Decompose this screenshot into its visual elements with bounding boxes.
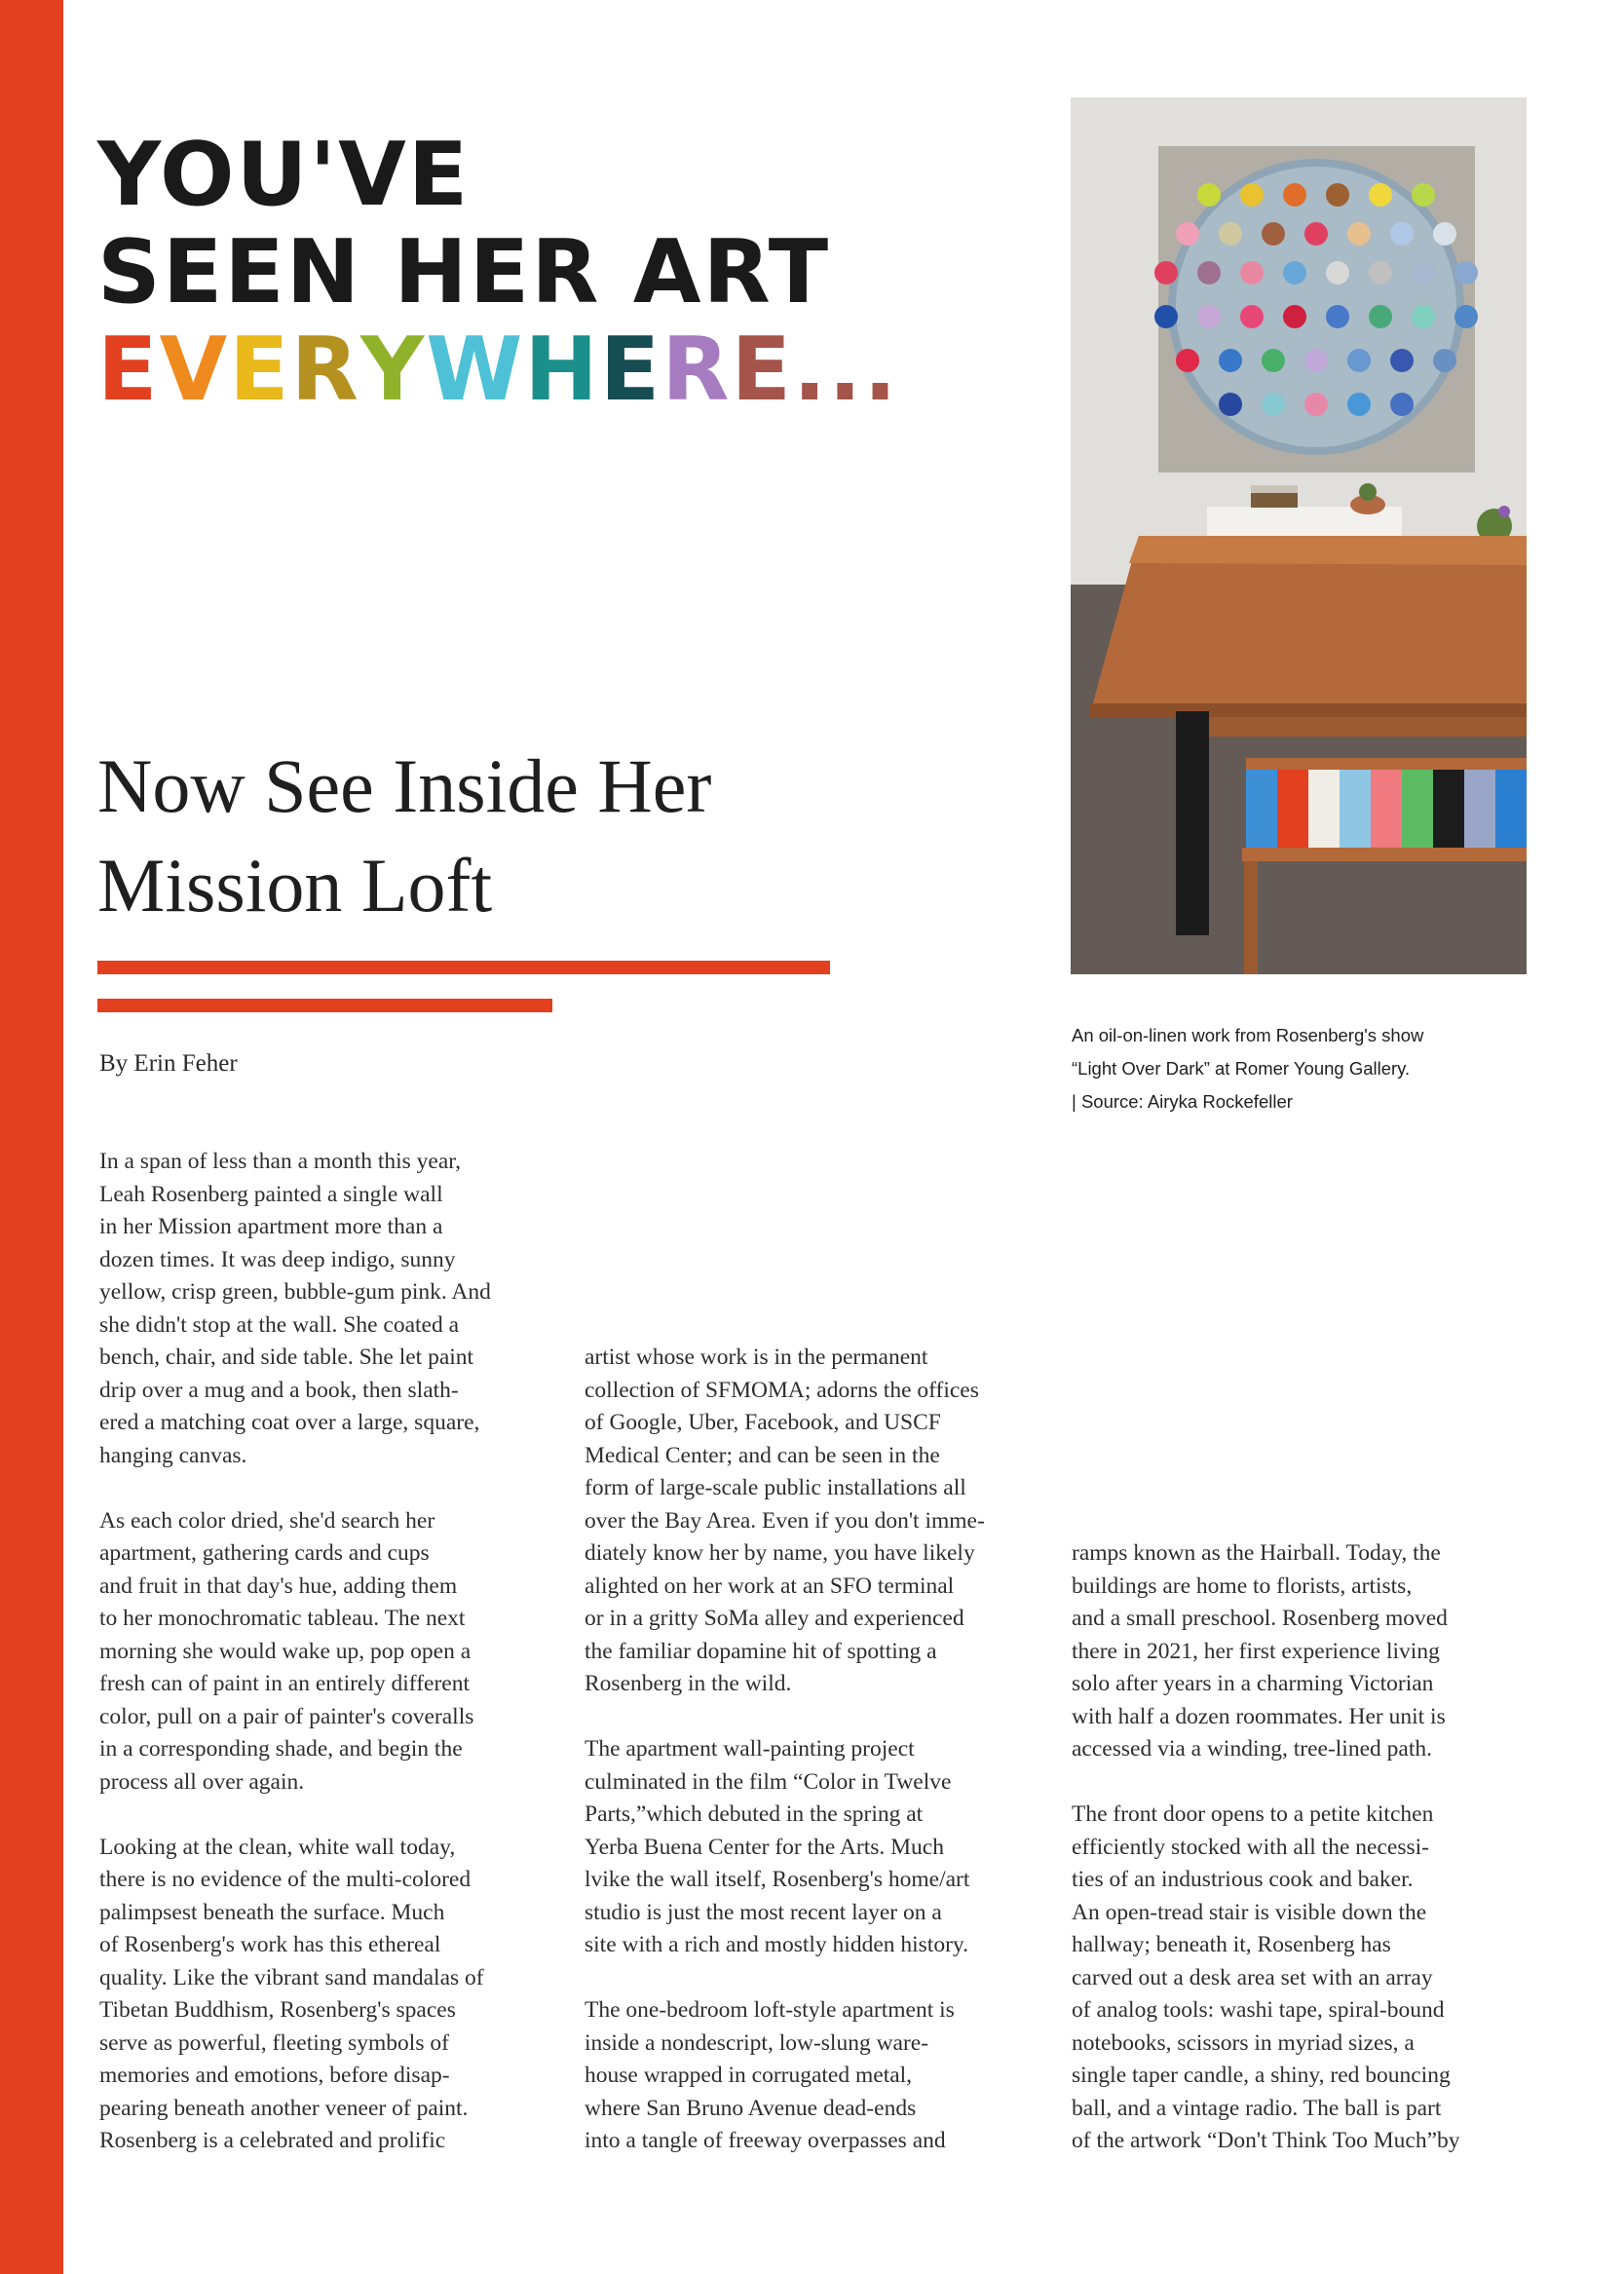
painting-dot xyxy=(1176,349,1199,372)
paragraph: As each color dried, she'd search her apartment, gathering cards and cups and fruit in that day's hue, adding them to her monochromatic tableau. The next morning she would wake up, pop open a fresh can of paint in an entirely different color, pull on a pair of painter's coveralls in a corresponding shade, and begin the process all over again. xyxy=(99,1507,474,1795)
painting-dot xyxy=(1412,305,1435,328)
bench-stripe xyxy=(1464,770,1495,848)
headline-letter: V xyxy=(159,319,230,421)
headline-line-2: SEEN HER ART xyxy=(97,221,831,323)
painting-dot xyxy=(1197,261,1221,284)
painting-dot xyxy=(1240,261,1264,284)
painting-dot xyxy=(1240,183,1264,207)
painting-dot xyxy=(1154,261,1178,284)
painting-dot xyxy=(1390,349,1414,372)
painting-dot xyxy=(1283,305,1306,328)
headline-letter: R xyxy=(290,319,360,421)
painting-dot xyxy=(1454,261,1478,284)
headline-letter: E xyxy=(599,319,662,421)
caption-line-2: “Light Over Dark” at Romer Young Gallery. xyxy=(1072,1058,1411,1079)
body-column-2 xyxy=(585,1342,1042,2190)
painting-dot xyxy=(1219,349,1242,372)
article-subtitle xyxy=(97,737,838,935)
painting-dot xyxy=(1154,305,1178,328)
bench-stripe xyxy=(1371,770,1402,848)
bench-stripe xyxy=(1340,770,1371,848)
painting-dot xyxy=(1219,222,1242,246)
bench-stripe xyxy=(1433,770,1464,848)
painting-dot xyxy=(1326,261,1349,284)
body-column-1 xyxy=(99,1146,557,2190)
painting-dot xyxy=(1369,183,1392,207)
caption-source: | Source: Airyka Rockefeller xyxy=(1072,1091,1293,1112)
paragraph: The apartment wall-painting project culminated in the film “Color in Twelve Parts,”which debuted in the spring at Yerba Buena Center for the Arts. Much lvike the wall itself, Rosenberg's home/art studio is just the most recent layer on a site with a rich and mostly hidden history. xyxy=(585,1736,970,1957)
headline-letter: R xyxy=(661,319,732,421)
painting-dot xyxy=(1283,261,1306,284)
painting-dot xyxy=(1197,305,1221,328)
headline-letter: E xyxy=(229,319,291,421)
bench-stripe xyxy=(1246,770,1277,848)
painting-dot xyxy=(1262,222,1285,246)
painting-dot xyxy=(1412,261,1435,284)
painting-dot xyxy=(1326,305,1349,328)
caption-line-1: An oil-on-linen work from Rosenberg's show xyxy=(1072,1025,1424,1045)
painting-dot xyxy=(1347,393,1371,416)
headline-letter: E xyxy=(731,319,793,421)
painting-dot xyxy=(1433,349,1456,372)
painting-dot xyxy=(1347,349,1371,372)
body-column-3 xyxy=(1072,1537,1530,2190)
bench-stripe xyxy=(1308,770,1340,848)
decorative-rule-long xyxy=(97,961,830,974)
painting-dot xyxy=(1283,183,1306,207)
bench-stripe xyxy=(1277,770,1308,848)
headline-letter: ... xyxy=(793,319,899,421)
painting-dot xyxy=(1240,305,1264,328)
painting-dot xyxy=(1369,305,1392,328)
paragraph: The front door opens to a petite kitchen efficiently stocked with all the necessi- ties of an industrious cook and baker. An open-tread stair is visible down the hallway; beneath it, Rosenberg has carved out a desk area set with an array of analog tools: washi tape, spiral-bound notebooks, scissors in myriad sizes, a single taper candle, a shiny, red bouncing ball, and a vintage radio. The ball is part of the artwork “Don't Think Too Much”by xyxy=(1072,1801,1460,2153)
headline-letter: Y xyxy=(359,319,427,421)
headline-line-3-everywhere xyxy=(97,319,899,421)
painting-dot xyxy=(1369,261,1392,284)
bench-stripe xyxy=(1402,770,1433,848)
painting-dot xyxy=(1219,393,1242,416)
paragraph: ramps known as the Hairball. Today, the buildings are home to florists, artists, and a small preschool. Rosenberg moved there in 2021, her first experience living solo after years in a charming Victorian with half a dozen roommates. Her unit is accessed via a winding, tree-lined path. xyxy=(1072,1540,1448,1762)
painting-dot xyxy=(1326,183,1349,207)
headline-letter: E xyxy=(97,319,160,421)
subtitle-line-1: Now See Inside Her xyxy=(97,743,712,828)
bench-stripe xyxy=(1495,770,1527,848)
paragraph: In a span of less than a month this year, Leah Rosenberg painted a single wall in her Mission apartment more than a dozen times. It was deep indigo, sunny yellow, crisp green, bubble-gum pink. And she didn't stop at the wall. She coated a bench, chair, and side table. She let paint drip over a mug and a book, then slath- ered a matching coat over a large, square, hanging canvas. xyxy=(99,1149,491,1468)
painting-dot xyxy=(1390,393,1414,416)
headline-letter: H xyxy=(524,319,600,421)
painting-dot xyxy=(1262,349,1285,372)
headline xyxy=(97,124,899,421)
headline-line-1: YOU'VE xyxy=(97,124,471,226)
decorative-rule-short xyxy=(97,999,552,1012)
painting-dot xyxy=(1304,393,1328,416)
accent-sidebar-stripe xyxy=(0,0,63,2274)
painting-dot xyxy=(1262,393,1285,416)
painting-dot xyxy=(1347,222,1371,246)
painting-dot xyxy=(1390,222,1414,246)
paragraph: artist whose work is in the permanent collection of SFMOMA; adorns the offices of Google, Uber, Facebook, and USCF Medical Center; and can be seen in the form of large-scale public installations all over the Bay Area. Even if you don't imme- diately know her by name, you have likely alighted on her work at an SFO terminal or in a gritty SoMa alley and experienced the familiar dopamine hit of spotting a Rosenberg in the wild. xyxy=(585,1345,985,1696)
painting-dot xyxy=(1176,222,1199,246)
paragraph: Looking at the clean, white wall today, there is no evidence of the multi-colored palimpsest beneath the surface. Much of Rosenberg's work has this ethereal quality. Like the vibrant sand mandalas of Tibetan Buddhism, Rosenberg's spaces serve as powerful, fleeting symbols of memories and emotions, before disap- pearing beneath another veneer of paint. Rosenberg is a celebrated and prolific xyxy=(99,1834,484,2153)
painting-dot xyxy=(1433,222,1456,246)
paragraph: The one-bedroom loft-style apartment is inside a nondescript, low-slung ware- house wrapped in corrugated metal, where San Bruno Avenue dead-ends into a tangle of freeway overpasses and xyxy=(585,1997,955,2153)
headline-letter: W xyxy=(426,319,525,421)
painting-dot xyxy=(1454,305,1478,328)
subtitle-line-2: Mission Loft xyxy=(97,843,493,928)
painting-dot xyxy=(1197,183,1221,207)
artwork-photo xyxy=(1071,97,1527,974)
byline: By Erin Feher xyxy=(99,1050,238,1077)
painting-dot xyxy=(1304,222,1328,246)
photo-caption xyxy=(1072,1019,1491,1118)
painting-dot xyxy=(1412,183,1435,207)
painting-dot xyxy=(1304,349,1328,372)
